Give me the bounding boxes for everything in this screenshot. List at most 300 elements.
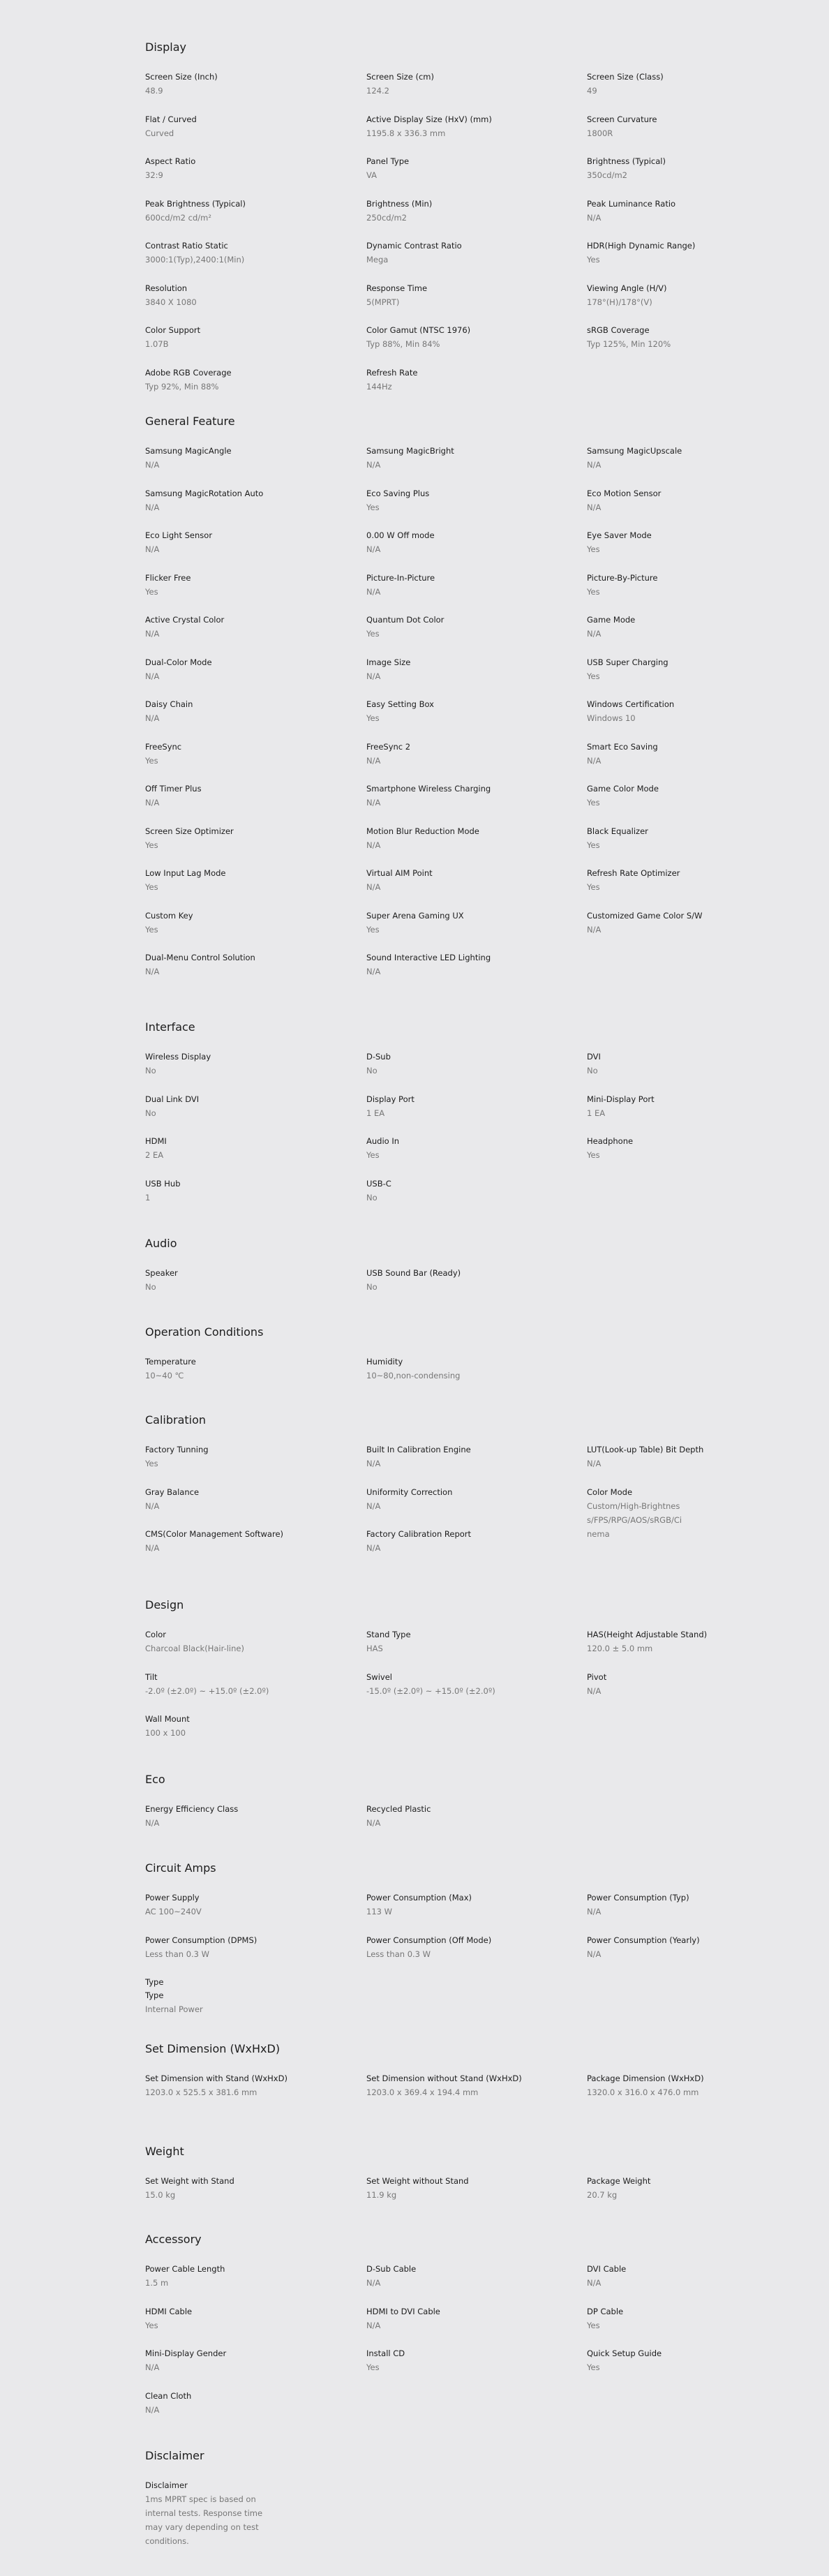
spec-label: Wireless Display (145, 1052, 211, 1062)
spec-item (145, 1093, 354, 1120)
spec-label: USB-C (366, 1178, 391, 1189)
spec-value: No (366, 1282, 378, 1292)
spec-item (366, 2305, 576, 2332)
spec-label: Power Consumption (DPMS) (145, 1935, 257, 1945)
spec-label: Response Time (366, 283, 428, 293)
spec-label: Windows Certification (587, 699, 675, 709)
spec-value: N/A (366, 1543, 381, 1553)
spec-value: Yes (145, 586, 158, 597)
spec-value: N/A (145, 460, 160, 470)
spec-label: Power Consumption (Yearly) (587, 1935, 700, 1945)
spec-value: No (587, 1066, 598, 1075)
spec-value: No (366, 1066, 378, 1075)
spec-label: Sound Interactive LED Lighting (366, 953, 491, 962)
spec-label: Dual-Color Mode (145, 657, 212, 667)
spec-item (145, 1177, 354, 1205)
spec-label: Pivot (587, 1672, 607, 1682)
spec-label: Power Consumption (Typ) (587, 1893, 689, 1903)
spec-label: Uniformity Correction (366, 1487, 453, 1497)
spec-label: Active Crystal Color (145, 615, 225, 625)
spec-item (145, 198, 354, 225)
spec-item (145, 698, 354, 725)
spec-value: Yes (145, 1459, 158, 1468)
spec-value: Yes (145, 882, 158, 892)
spec-item (366, 698, 576, 725)
spec-label: Motion Blur Reduction Mode (366, 826, 479, 836)
spec-value: N/A (366, 586, 381, 597)
spec-item (587, 1628, 708, 1655)
spec-value: 124.2 (366, 86, 389, 96)
spec-item (145, 1528, 354, 1555)
spec-value: 1203.0 x 369.4 x 194.4 mm (366, 2087, 479, 2097)
spec-item (366, 1177, 576, 1205)
spec-item (366, 909, 576, 937)
spec-value: Yes (145, 840, 158, 850)
spec-item (145, 1628, 354, 1655)
spec-label: HAS(Height Adjustable Stand) (587, 1630, 708, 1639)
spec-item (366, 1803, 576, 1830)
spec-item (366, 113, 576, 140)
spec-item (145, 1671, 354, 1698)
spec-item (145, 951, 354, 978)
spec-value: N/A (366, 544, 381, 554)
spec-value: Curved (145, 128, 174, 138)
spec-label: Screen Size (Class) (587, 72, 664, 82)
spec-item (145, 1891, 354, 1919)
spec-label: Flat / Curved (145, 114, 197, 124)
spec-label: D-Sub (366, 1052, 391, 1062)
spec-value: No (366, 1192, 378, 1203)
spec-label: Samsung MagicBright (366, 446, 454, 456)
spec-value: Yes (145, 924, 158, 935)
spec-value: 113 W (366, 1907, 392, 1916)
spec-item (587, 2072, 704, 2099)
spec-label: Type Type (145, 1977, 164, 2000)
spec-item (145, 740, 354, 768)
spec-item (145, 1443, 354, 1471)
spec-item (587, 656, 687, 683)
spec-value: 15.0 kg (145, 2190, 176, 2200)
spec-item (145, 2072, 354, 2099)
spec-value: 1 (145, 1192, 151, 1203)
section-title: Disclaimer (145, 2449, 204, 2462)
spec-item (145, 909, 354, 937)
spec-item (145, 239, 354, 267)
spec-item (366, 1050, 576, 1078)
spec-label: HDMI to DVI Cable (366, 2306, 440, 2316)
spec-value: N/A (145, 1543, 160, 1553)
spec-item (145, 1050, 354, 1078)
spec-item (145, 2479, 278, 2548)
spec-value: N/A (587, 460, 602, 470)
spec-value: Yes (366, 924, 380, 935)
spec-label: Contrast Ratio Static (145, 241, 228, 251)
spec-item (587, 2263, 687, 2290)
spec-label: Mini-Display Port (587, 1094, 655, 1104)
spec-value: 1.5 m (145, 2278, 169, 2288)
spec-value: 250cd/m2 (366, 212, 407, 223)
spec-value: 20.7 kg (587, 2190, 618, 2200)
spec-label: Refresh Rate Optimizer (587, 868, 680, 878)
spec-value: N/A (366, 840, 381, 850)
spec-item (366, 282, 576, 309)
spec-value: Yes (366, 502, 380, 512)
spec-value: N/A (366, 798, 381, 807)
spec-value: N/A (587, 1949, 602, 1959)
spec-label: 0.00 W Off mode (366, 530, 435, 540)
spec-item (366, 2175, 576, 2202)
spec-item (366, 445, 576, 472)
spec-label: Humidity (366, 1357, 403, 1367)
spec-value: Yes (366, 629, 380, 639)
spec-value: Custom/High-Brightness/FPS/RPG/AOS/sRGB/Cinema (587, 1501, 682, 1539)
spec-label: HDR(High Dynamic Range) (587, 241, 696, 251)
spec-value: Internal Power (145, 2004, 203, 2014)
spec-value: Yes (587, 2320, 600, 2330)
spec-value: Yes (145, 755, 158, 766)
spec-item (587, 282, 687, 309)
spec-label: Dual Link DVI (145, 1094, 200, 1104)
spec-value: N/A (587, 1685, 602, 1696)
spec-item (145, 613, 354, 641)
spec-value: N/A (366, 1459, 381, 1468)
spec-label: Brightness (Min) (366, 198, 433, 209)
spec-label: Set Weight with Stand (145, 2176, 234, 2186)
spec-item (366, 1486, 576, 1513)
spec-label: Mini-Display Gender (145, 2348, 227, 2358)
spec-label: FreeSync (145, 741, 182, 752)
spec-value: N/A (145, 2362, 160, 2372)
spec-value: -2.0º (±2.0º) ~ +15.0º (±2.0º) (145, 1685, 269, 1696)
spec-label: Set Weight without Stand (366, 2176, 469, 2186)
spec-label: Factory Tunning (145, 1445, 209, 1454)
spec-label: Super Arena Gaming UX (366, 910, 464, 921)
spec-item (587, 529, 687, 556)
spec-item (145, 324, 354, 351)
spec-item (366, 613, 576, 641)
spec-label: Recycled Plastic (366, 1804, 431, 1814)
spec-value: 1320.0 x 316.0 x 476.0 mm (587, 2087, 699, 2097)
spec-value: VA (366, 170, 377, 180)
spec-label: Eco Saving Plus (366, 488, 430, 498)
spec-label: Color Support (145, 325, 201, 335)
spec-value: N/A (145, 544, 160, 554)
spec-item (145, 487, 354, 514)
spec-label: Dynamic Contrast Ratio (366, 241, 462, 251)
spec-value: -15.0º (±2.0º) ~ +15.0º (±2.0º) (366, 1685, 495, 1696)
spec-value: N/A (587, 2278, 602, 2288)
spec-item (587, 487, 687, 514)
spec-item (587, 698, 687, 725)
spec-item (145, 529, 354, 556)
spec-label: D-Sub Cable (366, 2264, 417, 2274)
spec-label: Clean Cloth (145, 2390, 192, 2401)
spec-value: Typ 92%, Min 88% (145, 381, 219, 392)
spec-label: Tilt (145, 1672, 158, 1682)
spec-label: USB Hub (145, 1178, 181, 1189)
spec-label: Screen Size Optimizer (145, 826, 234, 836)
spec-label: Set Dimension with Stand (WxHxD) (145, 2074, 287, 2083)
spec-label: Power Cable Length (145, 2264, 225, 2274)
spec-item (587, 2175, 687, 2202)
spec-item (366, 2072, 576, 2099)
spec-value: N/A (366, 460, 381, 470)
spec-item (366, 1267, 576, 1294)
spec-value: 1.07B (145, 339, 169, 349)
spec-label: Peak Brightness (Typical) (145, 198, 246, 209)
spec-item (366, 1135, 576, 1162)
section-title: Operation Conditions (145, 1325, 264, 1339)
spec-item (366, 198, 576, 225)
spec-value: N/A (587, 212, 602, 223)
spec-label: USB Super Charging (587, 657, 669, 667)
spec-item (587, 867, 687, 894)
spec-label: Color Gamut (NTSC 1976) (366, 325, 471, 335)
spec-item (366, 572, 576, 599)
section-title: Set Dimension (WxHxD) (145, 2042, 281, 2055)
spec-label: Power Consumption (Max) (366, 1893, 472, 1903)
spec-value: N/A (366, 2320, 381, 2330)
spec-label: Viewing Angle (H/V) (587, 283, 667, 293)
spec-item (366, 1891, 576, 1919)
spec-item (145, 1267, 354, 1294)
spec-item (145, 1355, 354, 1383)
spec-value: N/A (145, 629, 160, 639)
spec-label: Package Weight (587, 2176, 651, 2186)
section-title: Design (145, 1598, 184, 1611)
spec-label: Screen Curvature (587, 114, 657, 124)
spec-label: Eco Light Sensor (145, 530, 213, 540)
spec-item (587, 324, 687, 351)
spec-item (145, 282, 354, 309)
spec-value: 350cd/m2 (587, 170, 627, 180)
spec-item (587, 825, 687, 852)
spec-label: Color (145, 1630, 167, 1639)
spec-label: Eco Motion Sensor (587, 488, 662, 498)
spec-item (145, 572, 354, 599)
spec-item (366, 825, 576, 852)
spec-value: N/A (145, 671, 160, 681)
spec-item (587, 1135, 687, 1162)
spec-item (145, 1135, 354, 1162)
spec-item (366, 366, 576, 394)
spec-value: N/A (587, 755, 602, 766)
spec-label: Audio In (366, 1136, 400, 1146)
spec-item (145, 70, 354, 98)
spec-value: No (145, 1108, 156, 1118)
spec-item (366, 1528, 576, 1555)
spec-value: Yes (587, 255, 600, 265)
spec-label: HDMI Cable (145, 2306, 193, 2316)
spec-item (145, 656, 354, 683)
spec-value: N/A (145, 1501, 160, 1511)
section-title: General Feature (145, 415, 235, 428)
spec-label: Power Consumption (Off Mode) (366, 1935, 492, 1945)
spec-item (145, 366, 354, 394)
spec-value: Typ 88%, Min 84% (366, 339, 440, 349)
section-title: Calibration (145, 1413, 207, 1427)
spec-label: Display Port (366, 1094, 414, 1104)
spec-item (587, 70, 687, 98)
spec-value: 48.9 (145, 86, 163, 96)
spec-item (587, 2305, 687, 2332)
spec-item (145, 113, 354, 140)
spec-label: Brightness (Typical) (587, 156, 666, 166)
spec-value: 1 EA (587, 1108, 606, 1118)
spec-value: 11.9 kg (366, 2190, 397, 2200)
spec-value: 1195.8 x 336.3 mm (366, 128, 446, 138)
spec-item (587, 1891, 687, 1919)
spec-label: Samsung MagicAngle (145, 446, 232, 456)
spec-value: 49 (587, 86, 597, 96)
spec-label: Panel Type (366, 156, 410, 166)
spec-value: 1203.0 x 525.5 x 381.6 mm (145, 2087, 257, 2097)
spec-item (145, 825, 354, 852)
spec-value: Yes (587, 671, 600, 681)
spec-label: Aspect Ratio (145, 156, 196, 166)
spec-value: Typ 125%, Min 120% (587, 339, 671, 349)
spec-value: 1 EA (366, 1108, 385, 1118)
spec-value: N/A (145, 713, 160, 723)
spec-item (145, 2175, 354, 2202)
section-title: Circuit Amps (145, 1861, 216, 1875)
spec-item (145, 782, 354, 810)
spec-label: FreeSync 2 (366, 741, 411, 752)
spec-value: N/A (145, 1818, 160, 1828)
spec-value: N/A (587, 629, 602, 639)
spec-label: Built In Calibration Engine (366, 1445, 471, 1454)
spec-value: Yes (587, 882, 600, 892)
spec-label: Black Equalizer (587, 826, 648, 836)
spec-value: N/A (145, 502, 160, 512)
spec-value: No (145, 1066, 156, 1075)
spec-item (366, 1093, 576, 1120)
spec-item (587, 239, 696, 267)
spec-value: 5(MPRT) (366, 297, 400, 307)
spec-item (145, 867, 354, 894)
spec-value: Yes (366, 1150, 380, 1160)
spec-item (587, 740, 687, 768)
section-title: Eco (145, 1773, 165, 1786)
spec-label: Swivel (366, 1672, 392, 1682)
spec-item (587, 909, 703, 937)
spec-value: 2 EA (145, 1150, 164, 1160)
spec-item (587, 2347, 687, 2374)
section-title: Display (145, 40, 186, 54)
spec-label: sRGB Coverage (587, 325, 650, 335)
spec-item (366, 740, 576, 768)
spec-value: 1ms MPRT spec is based on internal tests. Response time may vary depending on test conditions. (145, 2494, 263, 2546)
section-title: Weight (145, 2145, 184, 2158)
spec-label: Smartphone Wireless Charging (366, 784, 491, 794)
spec-label: Quantum Dot Color (366, 615, 445, 625)
spec-label: Easy Setting Box (366, 699, 434, 709)
spec-item (587, 445, 687, 472)
spec-value: Yes (587, 798, 600, 807)
spec-value: No (145, 1282, 156, 1292)
spec-label: Off Timer Plus (145, 784, 202, 794)
spec-label: DP Cable (587, 2306, 624, 2316)
spec-value: N/A (366, 2278, 381, 2288)
spec-value: Yes (587, 544, 600, 554)
spec-label: Gray Balance (145, 1487, 200, 1497)
spec-value: N/A (366, 671, 381, 681)
spec-item (366, 2263, 576, 2290)
spec-label: Picture-In-Picture (366, 572, 435, 583)
spec-label: Peak Luminance Ratio (587, 198, 676, 209)
spec-item (587, 1093, 687, 1120)
spec-item (145, 1486, 354, 1513)
spec-item (587, 1486, 687, 1541)
spec-value: Yes (587, 2362, 600, 2372)
spec-value: 178°(H)/178°(V) (587, 297, 652, 307)
spec-label: Refresh Rate (366, 367, 418, 378)
spec-item (366, 1443, 576, 1471)
spec-value: 144Hz (366, 381, 392, 392)
spec-item (366, 155, 576, 182)
spec-value: N/A (145, 967, 160, 976)
spec-item (366, 1934, 576, 1961)
spec-item (366, 487, 576, 514)
spec-item (145, 155, 354, 182)
spec-label: CMS(Color Management Software) (145, 1529, 284, 1539)
spec-item (587, 113, 687, 140)
spec-item (366, 239, 576, 267)
spec-label: Picture-By-Picture (587, 572, 658, 583)
spec-value: 1800R (587, 128, 613, 138)
spec-label: Smart Eco Saving (587, 741, 658, 752)
spec-item (587, 1443, 704, 1471)
spec-label: Active Display Size (HxV) (mm) (366, 114, 492, 124)
spec-item (587, 1934, 700, 1961)
spec-value: N/A (145, 2404, 160, 2415)
spec-item (145, 445, 354, 472)
spec-value: Yes (587, 840, 600, 850)
spec-label: Package Dimension (WxHxD) (587, 2074, 704, 2083)
spec-label: Headphone (587, 1136, 634, 1146)
spec-label: Color Mode (587, 1487, 633, 1497)
spec-label: LUT(Look-up Table) Bit Depth (587, 1445, 704, 1454)
spec-value: AC 100~240V (145, 1907, 202, 1916)
spec-value: Yes (587, 586, 600, 597)
spec-value: 3840 X 1080 (145, 297, 197, 307)
spec-label: Screen Size (Inch) (145, 72, 218, 82)
spec-label: Install CD (366, 2348, 405, 2358)
spec-value: Yes (145, 2320, 158, 2330)
spec-label: Custom Key (145, 910, 193, 921)
spec-value: N/A (366, 882, 381, 892)
spec-label: Customized Game Color S/W (587, 910, 703, 921)
spec-item (366, 70, 576, 98)
spec-label: Game Color Mode (587, 784, 659, 794)
spec-value: Yes (587, 1150, 600, 1160)
spec-label: Energy Efficiency Class (145, 1804, 239, 1814)
spec-value: 10~80,non-condensing (366, 1371, 461, 1380)
spec-label: Disclaimer (145, 2480, 188, 2490)
spec-label: Image Size (366, 657, 411, 667)
spec-value: 600cd/m2 cd/m² (145, 212, 211, 223)
spec-item (366, 951, 576, 978)
spec-value: N/A (366, 1501, 381, 1511)
spec-item (145, 2263, 354, 2290)
section-title: Audio (145, 1237, 177, 1250)
spec-label: Game Mode (587, 615, 636, 625)
spec-item (587, 198, 687, 225)
spec-item (145, 2305, 354, 2332)
spec-item (145, 1713, 354, 1740)
spec-item (145, 1976, 354, 2016)
spec-label: Stand Type (366, 1630, 411, 1639)
